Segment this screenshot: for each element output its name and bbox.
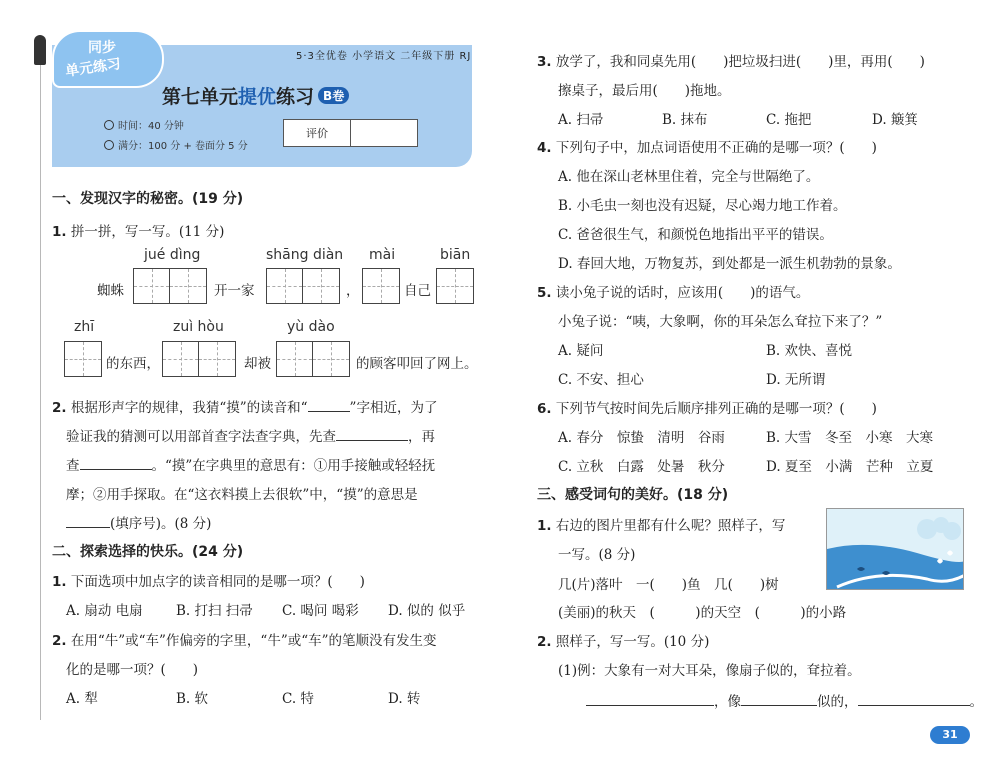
q3: 1. 下面选项中加点字的读音相同的是哪一项？( ) <box>52 574 365 590</box>
q10-example: (1)例：大象有一对大耳朵，像扇子似的，耷拉着。 <box>558 663 861 679</box>
answer-grid-jueding[interactable] <box>133 268 207 304</box>
q6-option-b[interactable]: B. 小毛虫一刻也没有迟疑，尽心竭力地工作着。 <box>558 198 847 214</box>
q5-option-b[interactable]: B. 抹布 <box>662 112 708 128</box>
q7-option-c[interactable]: C. 不安、担心 <box>558 372 644 388</box>
word-zhizhu: 蜘蛛 <box>97 283 124 299</box>
answer-grid-bian[interactable] <box>436 268 474 304</box>
word-comma: ， <box>346 283 360 299</box>
score-info: 满分：100 分 + 卷面分 5 分 <box>104 137 248 152</box>
blank-meaning[interactable] <box>66 527 110 528</box>
book-meta: 5·3全优卷 小学语文 二年级下册 RJ <box>296 51 472 62</box>
page-number: 31 <box>930 726 970 744</box>
word-quebei: 却被 <box>244 356 271 372</box>
q8-option-d[interactable]: D. 夏至 小满 芒种 立夏 <box>766 459 934 475</box>
q8-option-a[interactable]: A. 春分 惊蛰 清明 谷雨 <box>558 430 725 446</box>
q9-line1: 1. 右边的图片里都有什么呢？照样子，写 <box>537 518 786 534</box>
clock-icon <box>104 120 114 130</box>
q9-row2[interactable]: (美丽)的秋天 ( )的天空 ( )的小路 <box>558 605 847 621</box>
eval-box[interactable]: 评价 <box>283 119 418 147</box>
tag-line-2: 单元练习 <box>64 56 122 80</box>
q7-quote: 小兔子说：“咦，大象啊，你的耳朵怎么耷拉下来了？” <box>558 314 883 330</box>
blank-q10-b <box>741 705 817 706</box>
answer-grid-yudao[interactable] <box>276 341 350 377</box>
check-icon <box>104 140 114 150</box>
blank-sound[interactable] <box>308 411 350 412</box>
q5-option-d[interactable]: D. 簸箕 <box>872 112 918 128</box>
q2-line4: 摩；②用手探取。在“这衣料摸上去很软”中，“摸”的意思是 <box>66 487 418 503</box>
pinyin-yudao: yù dào <box>287 319 335 335</box>
q8-option-c[interactable]: C. 立秋 白露 处暑 秋分 <box>558 459 725 475</box>
time-info: 时间：40 分钟 <box>104 117 184 132</box>
q2-line3: 查 。“摸”在字典里的意思有：①用手接触或轻轻抚 <box>66 458 436 474</box>
pinyin-shangdian: shāng diàn <box>266 247 344 263</box>
answer-grid-zhi[interactable] <box>64 341 102 377</box>
q6-option-a[interactable]: A. 他在深山老林里住着，完全与世隔绝了。 <box>558 169 820 185</box>
q7-option-b[interactable]: B. 欢快、喜悦 <box>766 343 853 359</box>
q9-row1[interactable]: 几(片)落叶 一( )鱼 几( )树 <box>558 577 779 593</box>
word-kaiyijia: 开一家 <box>214 283 255 299</box>
blank-strokes[interactable] <box>80 469 152 470</box>
section-1-heading: 一、发现汉字的秘密。(19 分) <box>52 191 244 207</box>
section-3-heading: 三、感受词句的美好。(18 分) <box>537 487 729 503</box>
q7-option-d[interactable]: D. 无所谓 <box>766 372 826 388</box>
pinyin-zuihou: zuì hòu <box>173 319 224 335</box>
q5-option-c[interactable]: C. 拖把 <box>766 112 812 128</box>
q8: 6. 下列节气按时间先后顺序排列正确的是哪一项？( ) <box>537 401 877 417</box>
q4-option-d[interactable]: D. 转 <box>388 691 421 707</box>
pinyin-bian: biān <box>440 247 471 263</box>
answer-grid-shangdian[interactable] <box>266 268 340 304</box>
answer-grid-mai[interactable] <box>362 268 400 304</box>
word-dedongxi: 的东西， <box>106 356 160 372</box>
blank-q10-a <box>586 705 714 706</box>
q6-option-d[interactable]: D. 春回大地，万物复苏，到处都是一派生机勃勃的景象。 <box>558 256 901 272</box>
q10: 2. 照样子，写一写。(10 分) <box>537 634 710 650</box>
q5-option-a[interactable]: A. 扫帚 <box>558 112 604 128</box>
pinyin-zhi: zhī <box>74 319 95 335</box>
q6: 4. 下列句子中，加点词语使用不正确的是哪一项？( ) <box>537 140 877 156</box>
q5-line2: 擦桌子，最后用( )拖地。 <box>558 83 731 99</box>
q3-option-b[interactable]: B. 打扫 扫帚 <box>176 603 253 619</box>
q4-option-a[interactable]: A. 犁 <box>66 691 98 707</box>
word-guke: 的顾客叩回了网上。 <box>356 356 478 372</box>
q4-line1: 2. 在用“牛”或“车”作偏旁的字里，“牛”或“车”的笔顺没有发生变 <box>52 633 437 649</box>
q3-option-c[interactable]: C. 喝问 喝彩 <box>282 603 359 619</box>
q7: 5. 读小兔子说的话时，应该用( )的语气。 <box>537 285 810 301</box>
blank-q10-c <box>858 705 970 706</box>
q4-option-c[interactable]: C. 特 <box>282 691 314 707</box>
b-badge: B卷 <box>318 87 349 104</box>
q9-line2: 一写。(8 分) <box>558 547 636 563</box>
page-title: 第七单元提优练习 B卷 <box>162 82 349 109</box>
q2-line1: 2. 根据形声字的规律，我猜“摸”的读音和“ ”字相近，为了 <box>52 400 438 416</box>
pinyin-mai: mài <box>369 247 396 263</box>
q6-option-c[interactable]: C. 爸爸很生气，和颜悦色地指出平平的错误。 <box>558 227 833 243</box>
q10-fill-line[interactable]: ，像 似的， 。 <box>586 690 983 710</box>
tag-line-1: 同步 <box>88 40 116 56</box>
pinyin-jueding: jué dìng <box>144 247 201 263</box>
margin-line <box>40 40 41 720</box>
q7-option-a[interactable]: A. 疑问 <box>558 343 604 359</box>
q4-line2: 化的是哪一项？( ) <box>66 662 199 678</box>
q1: 1. 拼一拼，写一写。(11 分) <box>52 224 225 240</box>
blank-radical[interactable] <box>336 440 408 441</box>
autumn-pond-image <box>826 508 964 590</box>
q4-option-b[interactable]: B. 软 <box>176 691 209 707</box>
q5-line1: 3. 放学了，我和同桌先用( )把垃圾扫进( )里，再用( ) <box>537 54 925 70</box>
word-ziji: 自己 <box>404 283 431 299</box>
answer-grid-zuihou[interactable] <box>162 341 236 377</box>
q8-option-b[interactable]: B. 大雪 冬至 小寒 大寒 <box>766 430 934 446</box>
section-2-heading: 二、探索选择的快乐。(24 分) <box>52 544 244 560</box>
q3-option-d[interactable]: D. 似的 似乎 <box>388 603 466 619</box>
q2-line5: (填序号)。(8 分) <box>66 512 211 532</box>
rocket-icon <box>34 35 46 65</box>
q2-line2: 验证我的猜测可以用部首查字法查字典，先查 ，再 <box>66 429 435 445</box>
q3-option-a[interactable]: A. 扇动 电扇 <box>66 603 143 619</box>
